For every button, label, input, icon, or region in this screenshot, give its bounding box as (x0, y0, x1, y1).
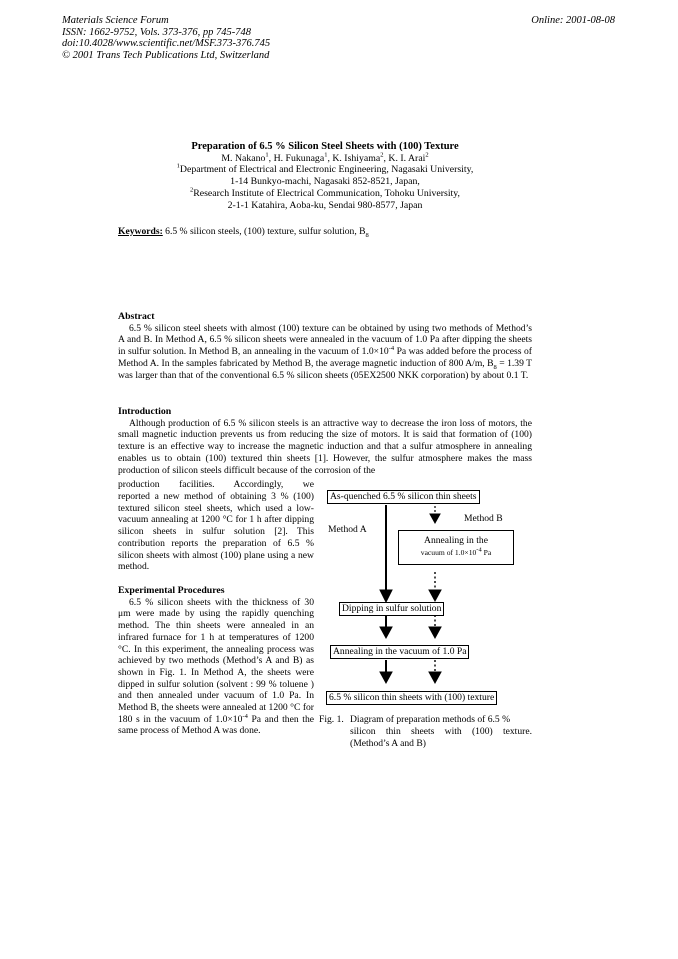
experimental-body (118, 597, 314, 737)
abstract-text-1: 6.5 % silicon steel sheets with almost (100) texture can be obtained by using two methods of Method’s A and B. In Method A, 6.5 % silicon sheets were annealed in the vacuum of 1.0 Pa after dipping the sheets in sulfur solution. In Method B, an annealing in the vacuum of 1.0×10 (118, 322, 532, 358)
paper-title: Preparation of 6.5 % Silicon Steel Sheets with (100) Texture (191, 141, 459, 152)
affiliation-1-line1: Department of Electrical and Electronic Engineering, Nagasaki University, (179, 164, 474, 176)
annealing-box-line1: Annealing in the (424, 535, 488, 546)
author-3-affil: 2 (380, 151, 384, 159)
dotted-arrowhead-3 (429, 672, 441, 683)
annealing-box-unit: Pa (481, 548, 492, 557)
introduction-body-narrow: reported a new method of obtaining 3 % (100) textured silicon steel sheets, which used a low-vacuum annealing at 1200 °C for 1 h after dipping silicon sheets in sulfur solution [2]. This contribution reports the preparation of 6.5 % silicon sheets with almost (100) plane using a new method. (118, 491, 314, 573)
experimental-sup: -4 (242, 712, 248, 720)
arrowhead-a-3 (380, 672, 392, 683)
label-method-b: Method B (464, 513, 503, 524)
journal-name: Materials Science Forum (62, 15, 169, 26)
author-3: , K. Ishiyama (327, 152, 381, 164)
figure-caption (319, 714, 532, 750)
caption-label: Fig. 1. (319, 714, 344, 725)
abstract-sup: -4 (388, 344, 395, 352)
keywords-label: Keywords: (118, 226, 163, 237)
introduction-section (118, 406, 532, 476)
author-4-affil: 2 (425, 151, 429, 159)
arrowhead-a-2 (380, 627, 392, 638)
abstract-text-3: = 1.39 T was larger than that of the conventional 6.5 % silicon sheets (05EX2500 NKK corporation) by about 0.1 T. (118, 357, 532, 381)
author-1: M. Nakano (221, 152, 266, 164)
author-list (118, 153, 532, 165)
affiliation-1 (118, 164, 532, 176)
caption-text-1: Diagram of preparation methods of 6.5 % (350, 714, 511, 725)
box-dipping: Dipping in sulfur solution (339, 602, 444, 616)
experimental-heading: Experimental Procedures (118, 585, 225, 596)
arrowhead-method-a (380, 590, 392, 602)
title-block (118, 141, 532, 211)
abstract-text-2: Pa was added before the process of Method A. In the samples fabricated by Method B, the average magnetic induction of 800 A/m, B (118, 346, 532, 369)
author-2: , H. Fukunaga (268, 152, 325, 164)
experimental-section (118, 585, 314, 737)
annealing-box-text: vacuum of 1.0×10 (420, 548, 477, 557)
experimental-text-2: Pa and then the same process of Method A was done. (118, 713, 314, 737)
caption-line-3: (Method’s A and B) (350, 738, 426, 749)
author-2-affil: 1 (324, 151, 328, 159)
arrowhead-method-b (430, 514, 440, 523)
dotted-arrowhead-2 (429, 627, 441, 638)
author-1-affil: 1 (265, 151, 269, 159)
experimental-text-1: 6.5 % silicon sheets with the thickness of 30 μm were made by using the rapidly quenching method. The thin sheets were annealed in an infrared furnace for 1 h at temperatures of 1200 °C. In this experiment, the annealing process was achieved by two methods (Method’s A and B) as shown in Fig. 1. In Method A, the sheets were dipped in sulfur solution (solvent : 99 % toluene ) and then annealed under vacuum of 1.0 Pa. In Method B, the sheets were annealed at 1200 °C for 180 s in the vacuum of 1.0×10 (118, 596, 314, 725)
introduction-body-full: Although production of 6.5 % silicon steels is an attractive way to decrease the iron loss of motors, the small magnetic induction prevents us from reducing the size of motors. It is said that formation of (100) texture is an effective way to increase the magnetic induction and that a sulfur atmosphere in annealing enables us to obtain (100) textured thin sheets [1]. However, the sulfur atmosphere makes the mass production of silicon steels difficult because of the corrosion of the (118, 417, 532, 476)
keywords-sub: 8 (365, 231, 369, 239)
affiliation-2-mark: 2 (189, 186, 194, 194)
keywords-line (118, 226, 532, 238)
box-annealing-1pa: Annealing in the vacuum of 1.0 Pa (330, 645, 469, 659)
caption-line-1 (319, 714, 532, 726)
abstract-sub: 8 (493, 363, 497, 371)
doi-line[interactable]: doi:10.4028/www.scientific.net/MSF.373-376.745 (62, 38, 271, 50)
box-annealing-1e-4 (398, 530, 514, 565)
annealing-box-sup: -4 (476, 546, 482, 554)
keywords-text: 6.5 % silicon steels, (100) texture, sulfur solution, B (162, 226, 366, 237)
dotted-arrowhead-1 (429, 590, 441, 601)
box-as-quenched: As-quenched 6.5 % silicon thin sheets (327, 490, 480, 504)
caption-line-2: silicon thin sheets with (100) texture. (350, 726, 532, 737)
journal-header (62, 15, 270, 61)
author-4: , K. I. Arai (383, 152, 426, 164)
abstract-heading: Abstract (118, 311, 155, 322)
affiliation-2 (118, 188, 532, 200)
affiliation-1-address: 1-14 Bunkyo-machi, Nagasaki 852-8521, Japan, (230, 176, 420, 188)
abstract-section (118, 311, 532, 381)
online-date: Online: 2001-08-08 (531, 15, 615, 26)
affiliation-2-line1: Research Institute of Electrical Communication, Tohoku University, (193, 187, 460, 199)
issn-line: ISSN: 1662-9752, Vols. 373-376, pp 745-748 (62, 26, 251, 38)
introduction-heading: Introduction (118, 406, 172, 417)
abstract-body (118, 323, 532, 382)
affiliation-2-address: 2-1-1 Katahira, Aoba-ku, Sendai 980-8577, Japan (227, 199, 423, 211)
annealing-box-line2 (399, 547, 513, 559)
copyright-line: © 2001 Trans Tech Publications Ltd, Switzerland (62, 49, 270, 61)
label-method-a: Method A (328, 524, 367, 535)
affiliation-1-mark: 1 (176, 163, 180, 171)
box-final: 6.5 % silicon thin sheets with (100) texture (326, 691, 497, 705)
introduction-line: production facilities. Accordingly, we (118, 479, 314, 490)
